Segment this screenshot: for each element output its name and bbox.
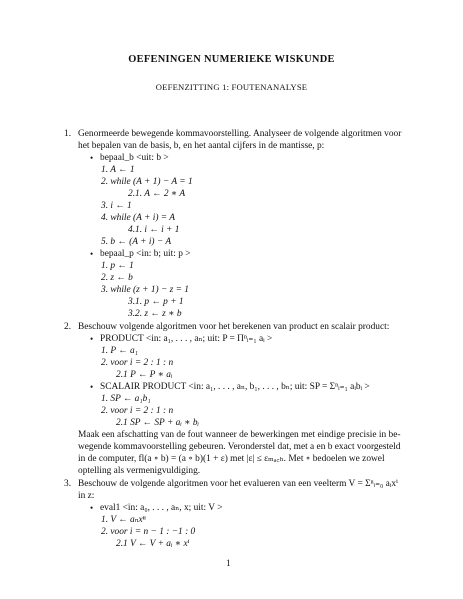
algorithm-head: bepaal_b <uit: b > [100,153,169,163]
bullet-icon: • [90,503,94,513]
exercise-text: wegende kommavoorstelling gebeuren. Veronderstel dat, met a en b exact voorgesteld [78,442,401,452]
algorithm-step: 3. i ← 1 [101,201,132,211]
exercise-intro: Beschouw volgende algoritmen voor het berekenen van product en scalair product: [78,322,390,332]
algorithm-step: 2.1 SP ← SP + aᵢ ∗ bᵢ [116,418,200,428]
page-number: 1 [226,559,231,569]
bullet-icon: • [90,334,94,344]
algorithm-step: 5. b ← (A + i) − A [101,237,172,247]
bullet-icon: • [90,382,94,392]
algorithm-head: PRODUCT <in: a₁, . . . , aₙ; uit: P = Πⁿᵢ₌₁ aᵢ > [100,334,273,344]
page-subtitle: OEFENZITTING 1: FOUTENANALYSE [155,82,308,92]
algorithm-step: 2. voor i = n − 1 : −1 : 0 [101,527,196,537]
exercise-intro: Genormeerde bewegende kommavoorstelling. Analyseer de volgende algoritmen voor [78,129,402,139]
algorithm-step: 3.2. z ← z ∗ b [128,309,182,319]
algorithm-step: 4.1. i ← i + 1 [128,225,180,235]
exercise-number: 3. [64,479,72,489]
algorithm-step: 3.1. p ← p + 1 [128,297,184,307]
algorithm-step: 4. while (A + i) = A [101,213,176,223]
algorithm-step: 2. z ← b [101,273,133,283]
exercise-text: Maak een afschatting van de fout wanneer de bewerkingen met eindige precisie in be- [78,430,401,440]
algorithm-step: 2. voor i = 2 : 1 : n [101,406,174,416]
exercise-intro: in z: [78,491,95,501]
algorithm-step: 1. P ← a₁ [101,346,138,356]
page-title: OEFENINGEN NUMERIEKE WISKUNDE [128,54,335,65]
algorithm-head: bepaal_p <in: b; uit: p > [100,249,191,259]
exercise-text: optelling als vermenigvuldiging. [78,466,201,476]
algorithm-step: 1. V ← aₙxⁿ [101,515,146,525]
exercise-intro: Beschouw de volgende algoritmen voor het evalueren van een veelterm V = Σⁿᵢ₌₀ aᵢxⁱ [78,479,398,489]
algorithm-step: 2. while (A + 1) − A = 1 [101,177,193,187]
algorithm-step: 2.1 V ← V + aᵢ ∗ xⁱ [116,539,190,549]
algorithm-step: 3. while (z + 1) − z = 1 [101,285,189,295]
algorithm-step: 1. A ← 1 [101,165,135,175]
algorithm-head: eval1 <in: a₀, . . . , aₙ, x; uit: V > [100,503,223,513]
exercise-intro: het bepalen van de basis, b, en het aantal cijfers in de mantisse, p: [78,141,325,151]
exercise-number: 2. [64,322,72,332]
algorithm-step: 1. SP ← a₁b₁ [101,394,151,404]
bullet-icon: • [90,249,94,259]
exercise-number: 1. [64,129,72,139]
algorithm-step: 2. voor i = 2 : 1 : n [101,358,174,368]
algorithm-step: 2.1 P ← P ∗ aᵢ [116,370,173,380]
algorithm-step: 1. p ← 1 [101,261,134,271]
bullet-icon: • [90,153,94,163]
algorithm-head: SCALAIR PRODUCT <in: a₁, . . . , aₙ, b₁, . . . , bₙ; uit: SP = Σⁿᵢ₌₁ aᵢbᵢ > [100,382,370,392]
algorithm-step: 2.1. A ← 2 ∗ A [128,189,186,199]
exercise-text: in de computer, fl(a ∘ b) = (a ∘ b)(1 + ε) met |ε| ≤ εₘₐ꜀ₕ. Met ∘ bedoelen we zowel [78,454,385,464]
